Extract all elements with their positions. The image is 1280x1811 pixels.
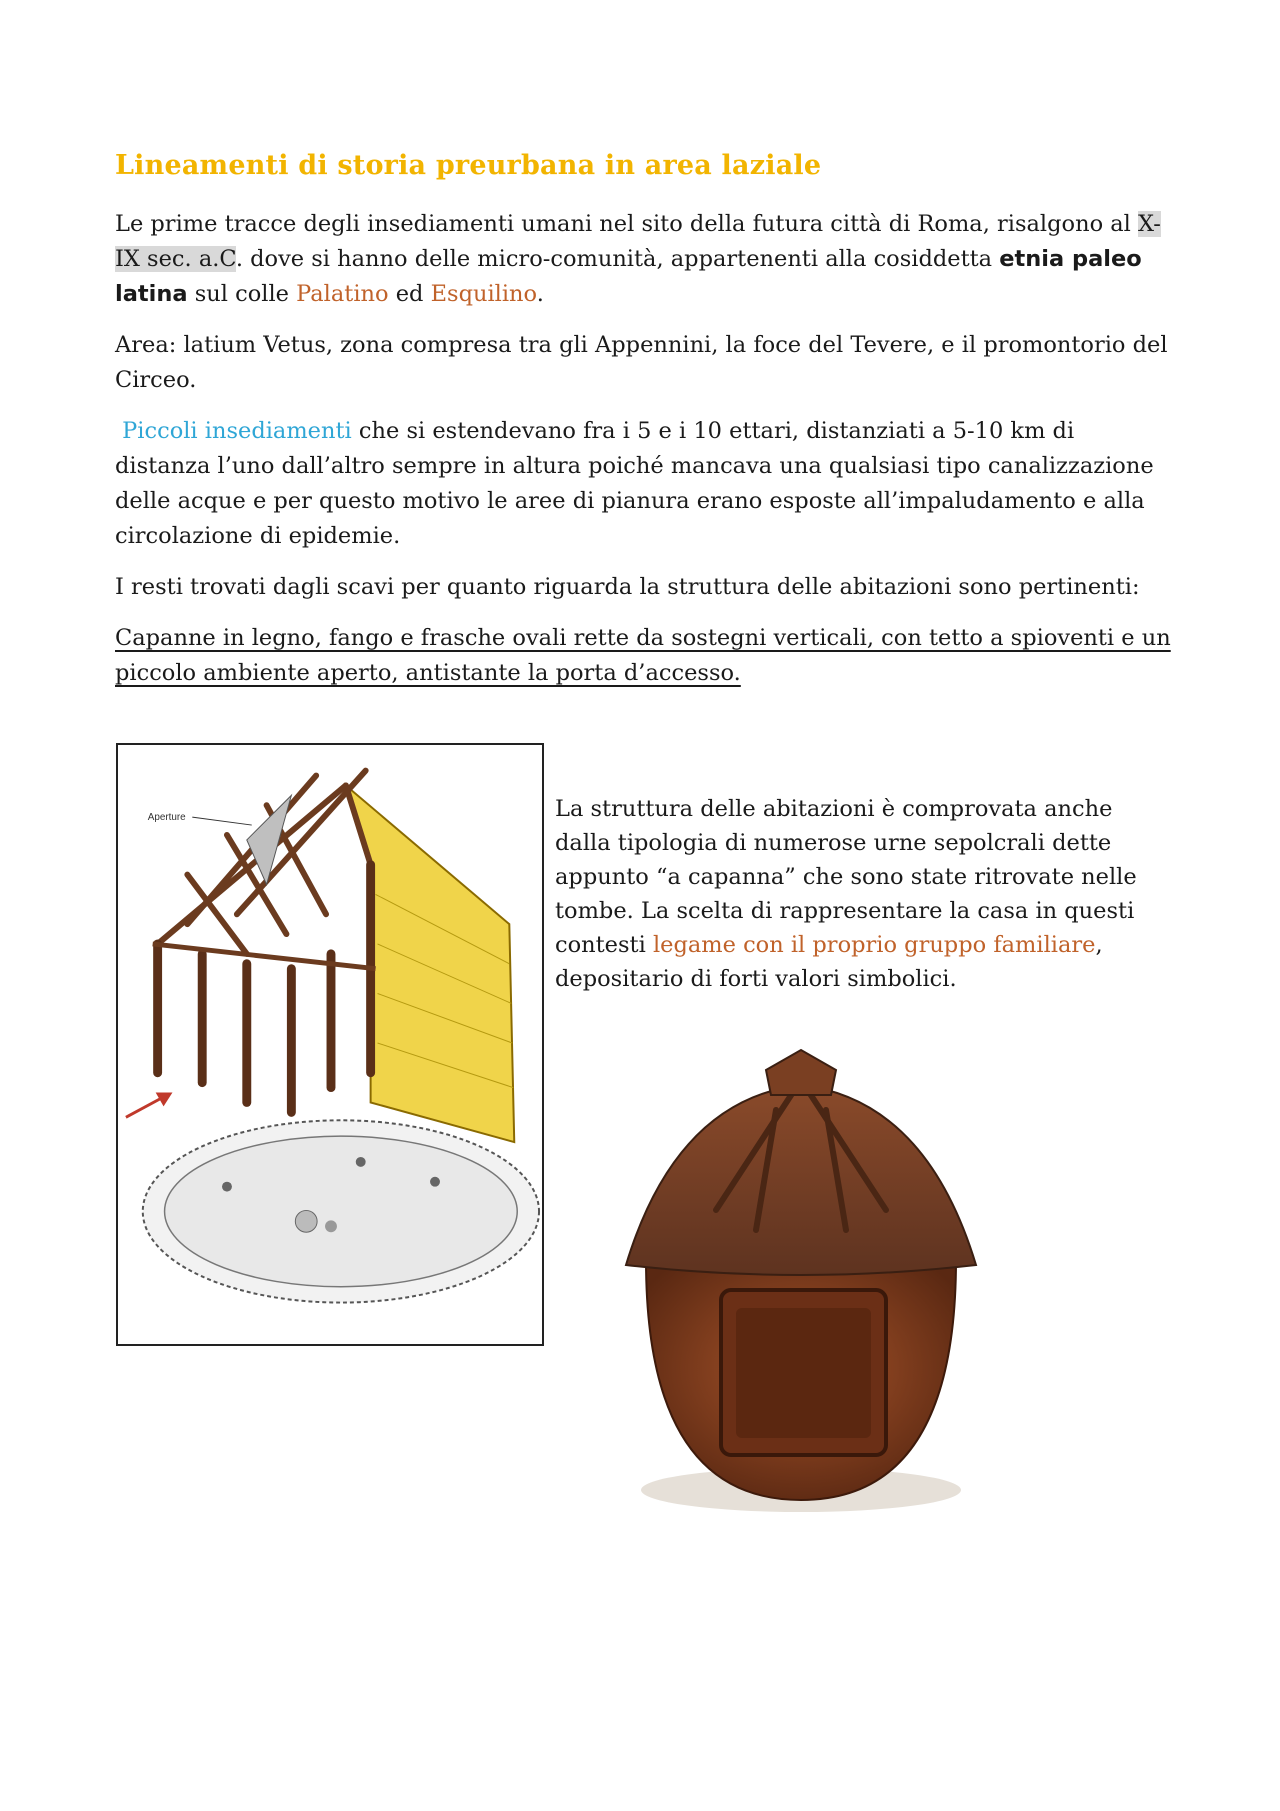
text-segment: . bbox=[536, 281, 544, 307]
hut-urn-illustration bbox=[556, 1040, 1076, 1540]
paragraph-origins bbox=[115, 207, 1175, 312]
paragraph-remains: I resti trovati dagli scavi per quanto riguarda la struttura delle abitazioni sono pertinenti: bbox=[115, 574, 1140, 600]
page-title: Lineamenti di storia preurbana in area laziale bbox=[115, 150, 822, 181]
palatino-term: Palatino bbox=[296, 281, 389, 307]
paragraph-area: Area: latium Vetus, zona compresa tra gli Appennini, la foce del Tevere, e il promontorio del Circeo. bbox=[115, 332, 1168, 393]
paragraph-settlements bbox=[115, 414, 1175, 554]
text-segment: ed bbox=[388, 281, 431, 307]
family-bond-term: legame con il proprio gruppo familiare bbox=[652, 932, 1096, 958]
esquilino-term: Esquilino bbox=[430, 281, 537, 307]
bold-ethnicity: etnia paleo latina bbox=[115, 246, 1142, 307]
aperture-label: Aperture bbox=[147, 812, 186, 824]
text-segment: sul colle bbox=[187, 281, 297, 307]
hut-drawing bbox=[118, 745, 542, 1344]
document-page bbox=[115, 150, 1175, 707]
hut-reconstruction-figure bbox=[116, 743, 544, 1346]
text-segment: Le prime tracce degli insediamenti umani nel sito della futura città di Roma, risalgono al bbox=[115, 211, 1139, 237]
text-segment: La struttura delle abitazioni è comprovata anche dalla tipologia di numerose urne sepolcrali dette appunto “a capanna” che sono state ritrovate nelle tombe. La scelta di rappresentare la casa in questi contesti bbox=[555, 796, 1137, 958]
highlighted-date: X-IX sec. a.C bbox=[115, 211, 1161, 272]
hut-urn-photo bbox=[556, 1040, 1076, 1540]
text-segment: , depositario di forti valori simbolici. bbox=[555, 932, 1103, 992]
settlements-term: Piccoli insediamenti bbox=[122, 418, 352, 444]
hut-urn-text bbox=[555, 792, 1175, 996]
paragraph-huts-underlined: Capanne in legno, fango e frasche ovali rette da sostegni verticali, con tetto a spioventi e un piccolo ambiente aperto, antistante la porta d’accesso. bbox=[115, 625, 1171, 686]
text-segment: . dove si hanno delle micro-comunità, appartenenti alla cosiddetta bbox=[235, 246, 1000, 272]
text-segment: che si estendevano fra i 5 e i 10 ettari, distanziati a 5-10 km di distanza l’uno dall’altro sempre in altura poiché mancava una qualsiasi tipo canalizzazione delle acque e per questo motivo le aree di pianura erano esposte all’impaludamento e alla circolazione di epidemie. bbox=[115, 418, 1154, 549]
